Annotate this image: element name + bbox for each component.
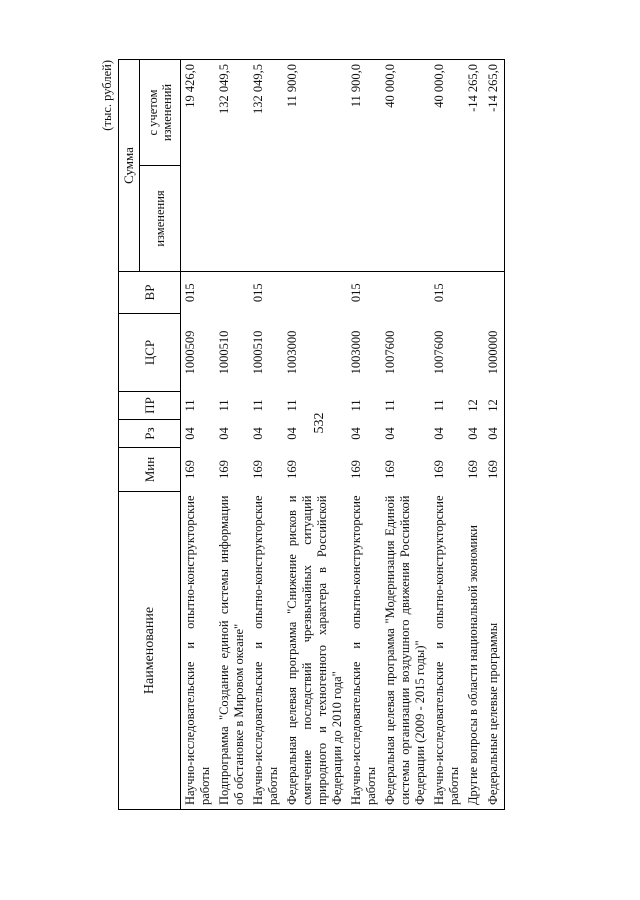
table-row bbox=[283, 60, 347, 810]
row-total: 11 900,0 bbox=[347, 60, 381, 166]
table-row bbox=[430, 60, 464, 810]
header-row-top bbox=[119, 60, 140, 810]
row-csr: 1000000 bbox=[484, 314, 505, 392]
row-total: -14 265,0 bbox=[464, 60, 484, 166]
row-pr: 11 bbox=[349, 399, 363, 412]
header-min: Мин bbox=[119, 448, 181, 492]
row-min: 169 bbox=[466, 460, 480, 479]
row-name: Федеральная целевая программа "Модернизация Единой системы организации воздушного движения Российской Федерации (2009 - 2015 годы)" bbox=[381, 492, 430, 810]
row-pr: 11 bbox=[383, 399, 397, 412]
row-total: 11 900,0 bbox=[283, 60, 347, 166]
row-vr bbox=[283, 272, 347, 314]
row-rz: 04 bbox=[285, 427, 299, 440]
row-name: Подпрограмма "Создание единой системы информации об обстановке в Мировом океане" bbox=[215, 492, 249, 810]
row-total: 40 000,0 bbox=[430, 60, 464, 166]
row-change bbox=[381, 166, 430, 272]
row-name: Научно-исследовательские и опытно-конструкторские работы bbox=[430, 492, 464, 810]
row-csr bbox=[464, 314, 484, 392]
table-row bbox=[249, 60, 283, 810]
table-row bbox=[464, 60, 484, 810]
row-rz: 04 bbox=[432, 427, 446, 440]
row-change bbox=[215, 166, 249, 272]
row-pr: 11 bbox=[183, 399, 197, 412]
row-pr: 12 bbox=[484, 392, 505, 420]
row-vr: 015 bbox=[432, 283, 446, 303]
row-pr: 11 bbox=[251, 399, 265, 412]
row-min: 169 bbox=[484, 448, 505, 492]
row-rz: 04 bbox=[217, 427, 231, 440]
row-change bbox=[181, 166, 216, 272]
row-vr: 015 bbox=[183, 283, 197, 303]
row-total: -14 265,0 bbox=[484, 60, 505, 166]
header-with-changes: с учетом изменений bbox=[140, 60, 181, 166]
row-vr bbox=[215, 272, 249, 314]
row-min: 169 bbox=[285, 460, 299, 479]
row-rz: 04 bbox=[484, 420, 505, 448]
row-name: Научно-исследовательские и опытно-конструкторские работы bbox=[249, 492, 283, 810]
row-csr: 1000509 bbox=[183, 330, 197, 375]
page-number: 532 bbox=[312, 412, 327, 434]
row-min: 169 bbox=[251, 460, 265, 479]
row-name: Федеральные целевые программы bbox=[484, 492, 505, 810]
row-vr bbox=[484, 272, 505, 314]
units-label: (тыс. рублей) bbox=[100, 60, 114, 131]
row-rz: 04 bbox=[383, 427, 397, 440]
row-name: Научно-исследовательские и опытно-конструкторские работы bbox=[181, 492, 216, 810]
row-csr: 1007600 bbox=[432, 330, 446, 375]
row-change bbox=[249, 166, 283, 272]
row-pr: 11 bbox=[217, 399, 231, 412]
row-vr: 015 bbox=[349, 283, 363, 303]
header-pr: ПР bbox=[119, 392, 181, 420]
budget-table-body bbox=[181, 60, 505, 810]
row-csr: 1003000 bbox=[285, 330, 299, 375]
row-csr: 1003000 bbox=[349, 330, 363, 375]
row-pr: 11 bbox=[432, 399, 446, 412]
table-row bbox=[381, 60, 430, 810]
table-row bbox=[347, 60, 381, 810]
rotated-page-content bbox=[100, 60, 555, 810]
row-change bbox=[464, 166, 484, 272]
row-min: 169 bbox=[432, 460, 446, 479]
row-pr: 12 bbox=[466, 399, 480, 412]
row-csr: 1000510 bbox=[217, 330, 231, 375]
row-change bbox=[430, 166, 464, 272]
row-rz: 04 bbox=[251, 427, 265, 440]
row-pr: 11 bbox=[285, 399, 299, 412]
row-change bbox=[484, 166, 505, 272]
header-vr: ВР bbox=[119, 272, 181, 314]
row-vr bbox=[464, 272, 484, 314]
header-changes: изменения bbox=[140, 166, 181, 272]
row-min: 169 bbox=[383, 460, 397, 479]
row-total: 19 426,0 bbox=[181, 60, 216, 166]
row-rz: 04 bbox=[349, 427, 363, 440]
row-vr: 015 bbox=[251, 283, 265, 303]
row-total: 132 049,5 bbox=[215, 60, 249, 166]
row-vr bbox=[381, 272, 430, 314]
row-rz: 04 bbox=[466, 427, 480, 440]
row-min: 169 bbox=[183, 460, 197, 479]
row-rz: 04 bbox=[183, 427, 197, 440]
row-name: Научно-исследовательские и опытно-конструкторские работы bbox=[347, 492, 381, 810]
table-row bbox=[215, 60, 249, 810]
row-min: 169 bbox=[349, 460, 363, 479]
budget-table bbox=[118, 59, 505, 810]
header-csr: ЦСР bbox=[119, 314, 181, 392]
table-row bbox=[181, 60, 216, 810]
row-total: 40 000,0 bbox=[381, 60, 430, 166]
row-min: 169 bbox=[217, 460, 231, 479]
row-csr: 1007600 bbox=[383, 330, 397, 375]
row-change bbox=[283, 166, 347, 272]
header-name: Наименование bbox=[119, 492, 181, 810]
header-sum: Сумма bbox=[119, 60, 140, 272]
budget-sheet bbox=[100, 60, 555, 810]
row-name: Федеральная целевая программа "Снижение рисков и смягчение последствий чрезвычайных ситуаций природного и техногенного характера в Российской Федерации до 2010 года" bbox=[283, 492, 347, 810]
row-total: 132 049,5 bbox=[249, 60, 283, 166]
row-change bbox=[347, 166, 381, 272]
header-rz: Рз bbox=[119, 420, 181, 448]
row-csr: 1000510 bbox=[251, 330, 265, 375]
row-name: Другие вопросы в области национальной экономики bbox=[464, 492, 484, 810]
table-row bbox=[484, 60, 505, 810]
